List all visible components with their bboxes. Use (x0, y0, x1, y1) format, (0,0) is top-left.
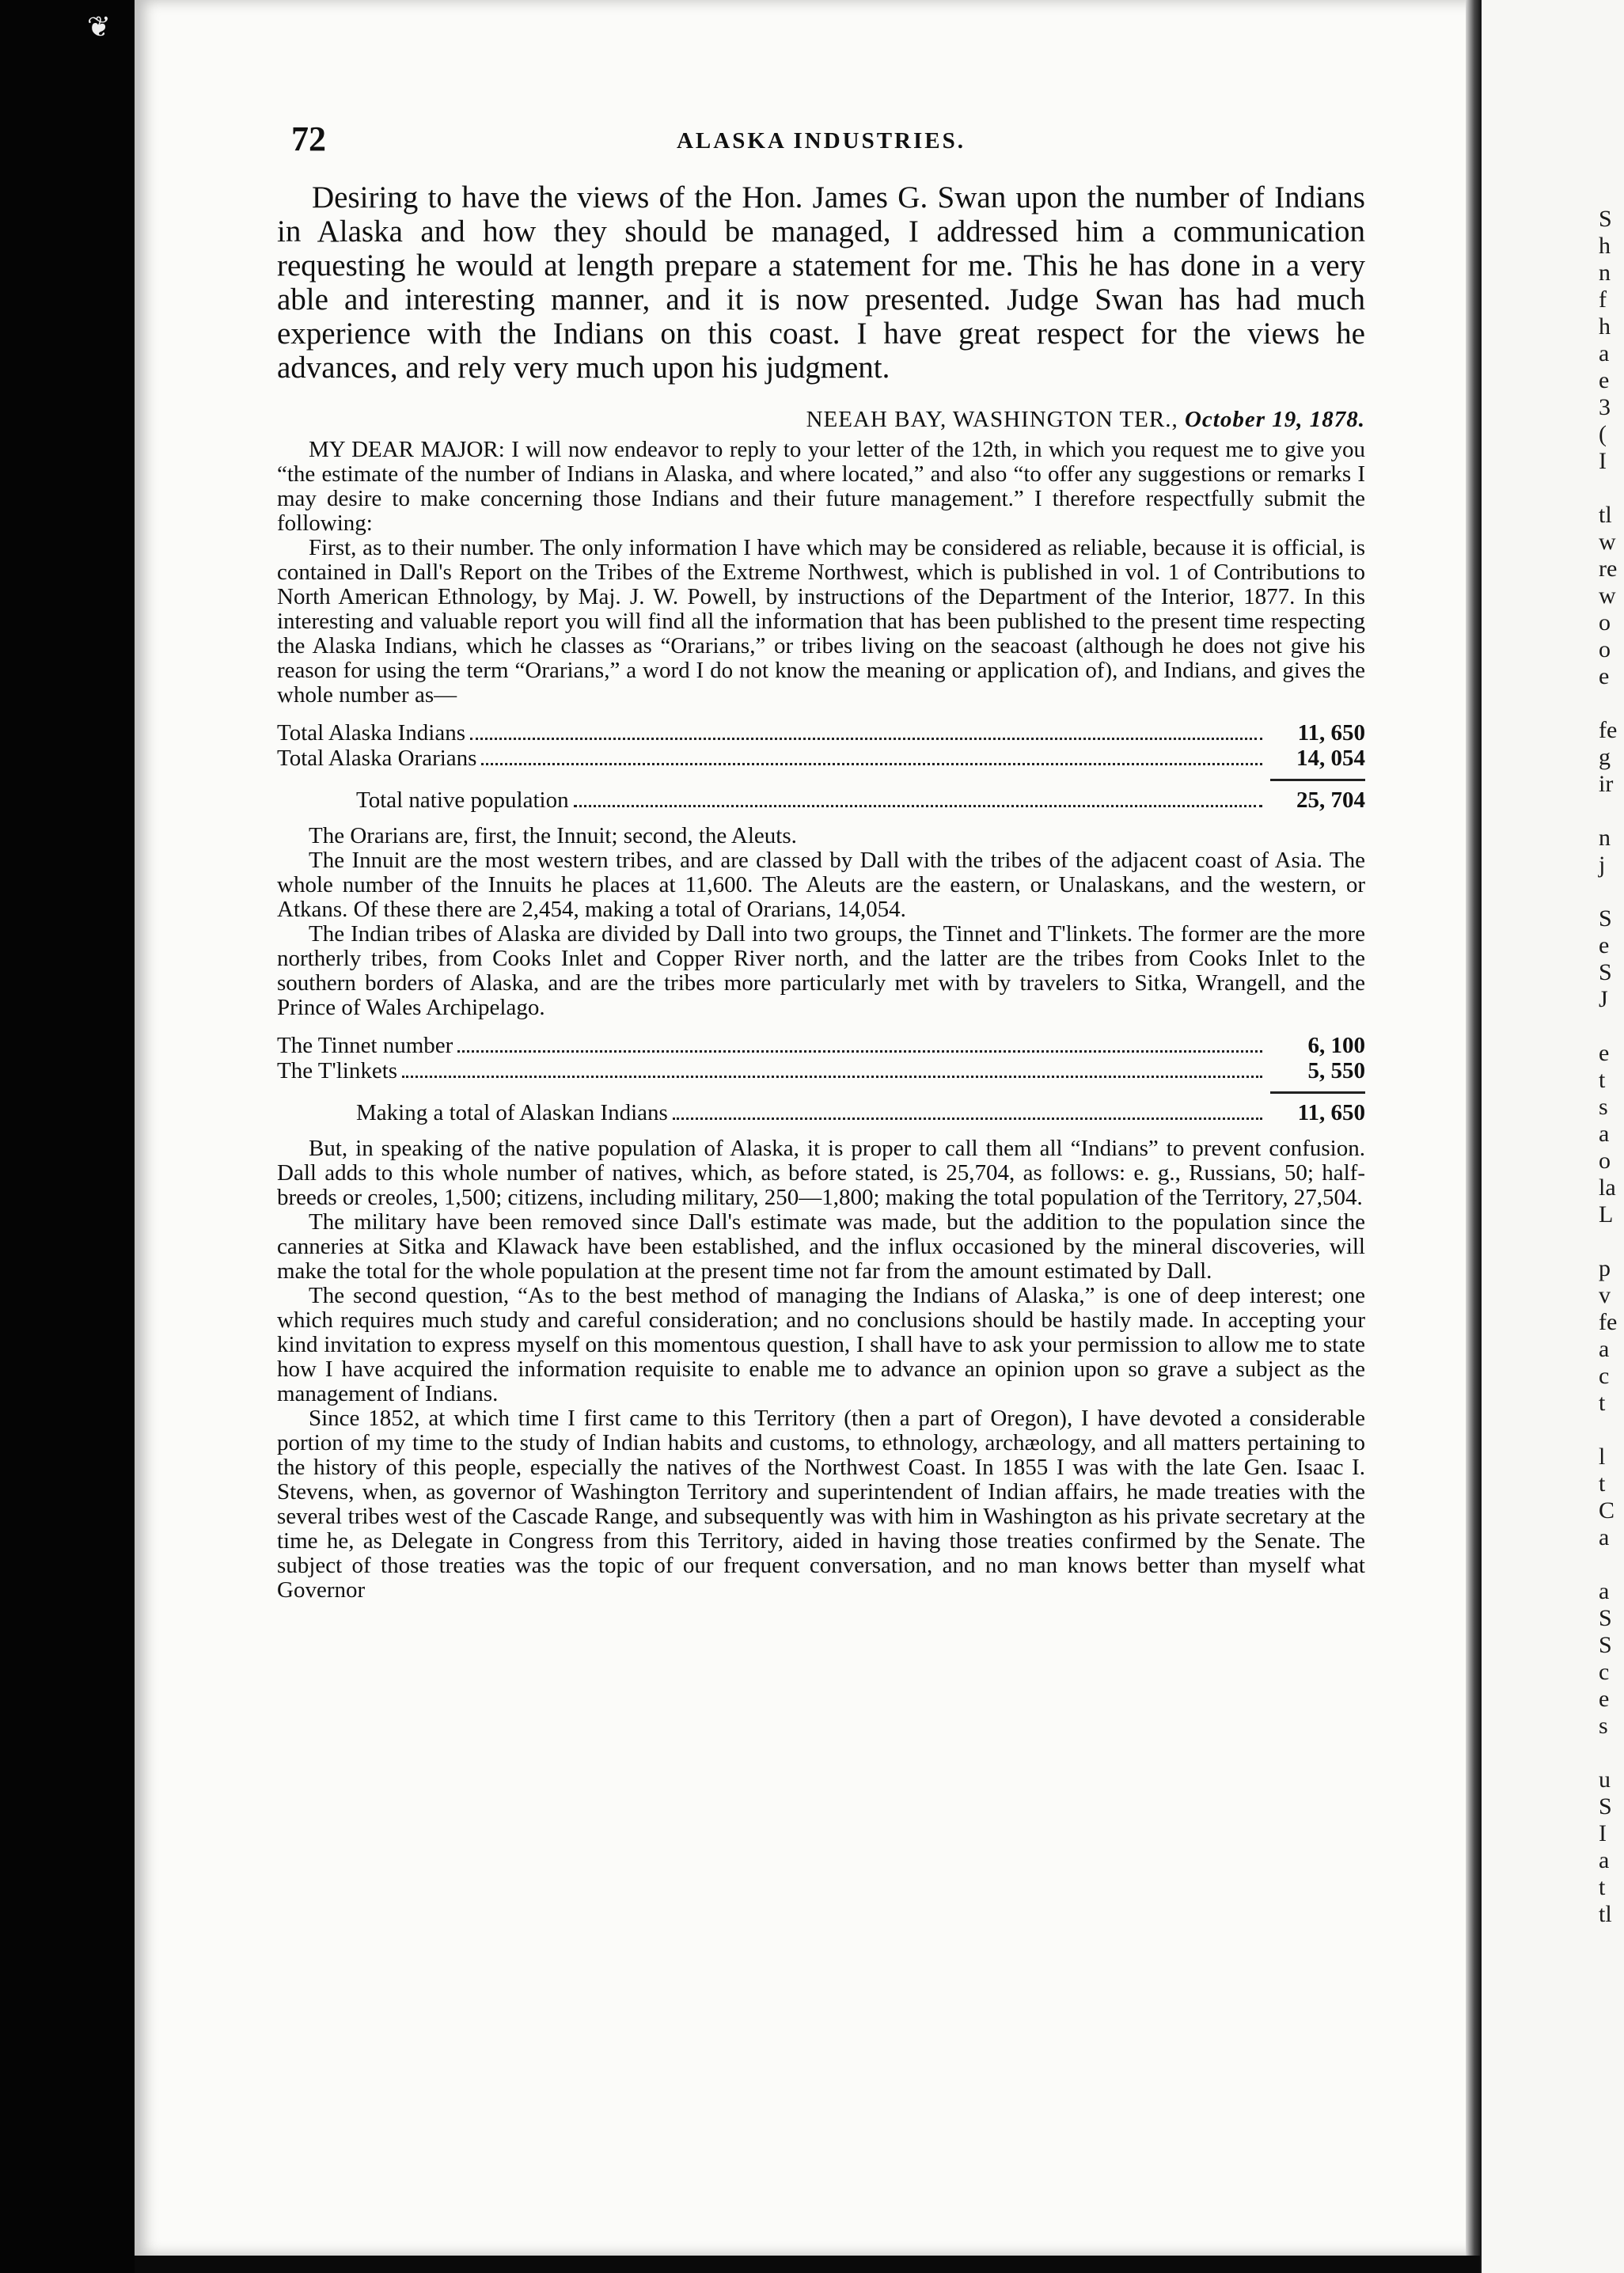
facing-page-fragment: tl (1599, 1901, 1612, 1927)
table-row-label: The T'linkets (277, 1058, 398, 1083)
table-total-value: 25, 704 (1296, 787, 1365, 813)
facing-page-fragment: f (1599, 286, 1607, 313)
facing-page-fragment: w (1599, 529, 1616, 555)
facing-page-fragment: w (1599, 582, 1616, 609)
facing-page-fragment: a (1599, 340, 1610, 366)
scan-margin-left (0, 0, 135, 2273)
facing-page-fragment: fe (1599, 1309, 1618, 1335)
table-row-label: Total Alaska Indians (277, 720, 465, 746)
letter-opening-text: I will now endeavor to reply to your letter of the 12th, in which you request me to give you “the estimate of the number of Indians in Alaska, and where located,” and also “to offer any suggestions or remarks I may desire to make concerning those Indians and their future management.” I therefore respectfully submit the following: (277, 437, 1366, 536)
facing-page-fragment: a (1599, 1847, 1610, 1873)
letter-opening (277, 438, 1365, 536)
facing-page-edge (1482, 0, 1624, 2273)
facing-page-fragment: e (1599, 932, 1610, 958)
facing-page-fragment: e (1599, 663, 1610, 689)
facing-page-fragment: o (1599, 1148, 1611, 1174)
facing-page-fragment: e (1599, 1686, 1610, 1712)
population-table (277, 720, 1365, 813)
intro-paragraph: Desiring to have the views of the Hon. James G. Swan upon the number of Indians in Alaska and how they should be managed, I addressed him a communication requesting he would at length prepare a statement for me. This he has done in a very able and interesting manner, and it is now presented. Judge Swan has had much experience with the Indians on this coast. I have great respect for the views he advances, and rely very much upon his judgment. (277, 180, 1365, 385)
dot-leader (673, 1117, 1262, 1120)
paragraph-number: First, as to their number. The only information I have which may be considered as reliable, because it is official, is contained in Dall's Report on the Tribes of the Extreme Northwest, which is published in vol. 1 of Contributions to North American Ethnology, by Maj. J. W. Powell, by instructions of the Department of the Interior, 1877. In this interesting and valuable report you will find all the information that has been published to the present time respecting the Alaska Indians, which he classes as “Orarians,” or tribes living on the seacoast (although he does not give his reason for using the term “Orarians,” a word I do not know the meaning or application of), and Indians, and gives the whole number as— (277, 535, 1365, 708)
facing-page-fragment: o (1599, 609, 1611, 636)
facing-page-fragment: c (1599, 1659, 1610, 1685)
dot-leader (470, 737, 1262, 740)
facing-page-fragment: c (1599, 1363, 1610, 1389)
facing-page-fragment: ( (1599, 421, 1607, 447)
page-content (277, 111, 1365, 1603)
facing-page-fragment: 3 (1599, 394, 1611, 420)
facing-page-fragment: ir (1599, 771, 1614, 797)
facing-page-fragment: tl (1599, 502, 1612, 528)
dot-leader (402, 1075, 1262, 1078)
paragraph-orarians: The Orarians are, first, the Innuit; second, the Aleuts. (309, 823, 797, 848)
facing-page-fragment: t (1599, 1390, 1606, 1416)
sum-rule (1270, 779, 1365, 781)
facing-page-fragment: a (1599, 1336, 1610, 1362)
facing-page-fragment: S (1599, 905, 1612, 932)
facing-page-fragment: a (1599, 1524, 1610, 1550)
facing-page-fragment: e (1599, 1040, 1610, 1066)
facing-page-fragment: p (1599, 1255, 1611, 1281)
paragraph-innuit: The Innuit are the most western tribes, and are classed by Dall with the tribes of the adjacent coast of Asia. The whole number of the Innuits he places at 11,600. The Aleuts are the eastern, or Unalaskans, and the western, or Atkans. Of these there are 2,454, making a total of Orarians, 14,054. (277, 848, 1365, 922)
letter-date: October 19, 1878. (1184, 407, 1365, 432)
letter-place: NEEAH BAY, WASHINGTON TER., (806, 407, 1178, 432)
table-row-value: 5, 550 (1307, 1058, 1365, 1083)
facing-page-fragment: a (1599, 1578, 1610, 1604)
facing-page-fragment: s (1599, 1094, 1608, 1120)
dot-leader (481, 762, 1262, 765)
paragraph-since-1852: Since 1852, at which time I first came to this Territory (then a part of Oregon), I have devoted a considerable portion of my time to the study of Indian habits and customs, to ethnology, archæology, and all matters pertaining to the history of this people, especially the natives of the Northwest Coast. In 1855 I was with the late Gen. Isaac I. Stevens, when, as governor of Washington Territory and superintendent of Indian affairs, he made treaties with the several tribes west of the Cascade Range, and subsequently was with him in Washington as his private secretary at the time he, as Delegate in Congress from this Territory, aided in having those treaties confirmed by the Senate. The subject of those treaties was the topic of our frequent conversation, and no man knows better than myself what Governor (277, 1406, 1365, 1603)
table-total-row (277, 787, 1365, 813)
facing-page-fragment: h (1599, 313, 1611, 340)
running-title: ALASKA INDUSTRIES. (676, 128, 966, 154)
facing-page-fragment: fe (1599, 717, 1618, 743)
facing-page-fragment: S (1599, 1605, 1612, 1631)
book-gutter (1466, 0, 1482, 2273)
table-total-value: 11, 650 (1297, 1100, 1365, 1125)
table-row (277, 1033, 1365, 1058)
table-row-value: 14, 054 (1296, 746, 1365, 771)
running-head (277, 111, 1365, 166)
facing-page-fragment: S (1599, 206, 1612, 232)
facing-page-fragment: h (1599, 233, 1611, 259)
paragraph-second-question: The second question, “As to the best method of managing the Indians of Alaska,” is one of deep interest; one which requires much study and careful consideration; and no conclusions should be hastily made. In accepting your kind invitation to express myself on this momentous question, I shall have to ask your permission to allow me to state how I have acquired the information requisite to enable me to advance an opinion upon so grave a subject as the management of Indians. (277, 1283, 1365, 1406)
facing-page-fragment: J (1599, 986, 1608, 1012)
table-total-label: Making a total of Alaskan Indians (356, 1100, 668, 1125)
table-row (277, 746, 1365, 771)
table-row-value: 6, 100 (1307, 1033, 1365, 1058)
facing-page-fragment: S (1599, 959, 1612, 985)
facing-page-fragment: L (1599, 1201, 1614, 1228)
facing-page-fragment: n (1599, 260, 1611, 286)
facing-page-fragment: s (1599, 1713, 1608, 1739)
paragraph-speaking: But, in speaking of the native population of Alaska, it is proper to call them all “Indians” to prevent confusion. Dall adds to this whole number of natives, which, as before stated, is 25,704, as follows: e. g., Russians, 50; half-breeds or creoles, 1,500; citizens, including military, 250—1,800; making the total population of the Territory, 27,504. (277, 1136, 1365, 1210)
letter-salutation: MY DEAR MAJOR: (309, 437, 505, 462)
dot-leader (457, 1049, 1262, 1053)
facing-page-fragment: C (1599, 1497, 1615, 1524)
table-row (277, 720, 1365, 746)
facing-page-fragment: la (1599, 1174, 1616, 1201)
facing-page-fragment: n (1599, 825, 1611, 851)
facing-page-fragment: re (1599, 556, 1618, 582)
page-number: 72 (291, 120, 326, 158)
indian-groups-table (277, 1033, 1365, 1125)
facing-page-fragment: j (1599, 852, 1606, 878)
dot-leader (574, 804, 1262, 807)
facing-page-fragment: u (1599, 1766, 1611, 1793)
table-total-row (277, 1100, 1365, 1125)
facing-page-fragment: a (1599, 1121, 1610, 1147)
scan-margin-bottom (135, 2256, 1480, 2273)
table-row (277, 1058, 1365, 1083)
facing-page-fragment: g (1599, 744, 1611, 770)
facing-page-fragment: t (1599, 1874, 1606, 1900)
facing-page-fragment: t (1599, 1470, 1606, 1497)
facing-page-fragment: I (1599, 1820, 1607, 1846)
facing-page-fragment: S (1599, 1632, 1612, 1658)
paragraph-tribes: The Indian tribes of Alaska are divided by Dall into two groups, the Tinnet and T'linkets. The former are the more northerly tribes, from Cooks Inlet and Copper River north, and the latter are the tribes from Cooks Inlet to the southern borders of Alaska, and are the tribes more particularly met with by travelers to Sitka, Wrangell, and the Prince of Wales Archipelago. (277, 921, 1365, 1020)
letter-dateline (277, 407, 1365, 433)
table-total-label: Total native population (356, 787, 569, 813)
table-row-label: Total Alaska Orarians (277, 746, 477, 771)
facing-page-fragment: e (1599, 367, 1610, 393)
facing-page-fragment: o (1599, 636, 1611, 662)
table-row-value: 11, 650 (1297, 720, 1365, 746)
facing-page-fragment: l (1599, 1444, 1606, 1470)
table-row-label: The Tinnet number (277, 1033, 453, 1058)
facing-page-fragment: S (1599, 1793, 1612, 1820)
corner-ornament-icon: ❦ (86, 11, 112, 43)
sum-rule (1270, 1091, 1365, 1094)
facing-page-fragment: v (1599, 1282, 1611, 1308)
facing-page-fragment: t (1599, 1067, 1606, 1093)
facing-page-fragment: I (1599, 448, 1607, 474)
paragraph-military: The military have been removed since Dall's estimate was made, but the addition to the population since the canneries at Sitka and Klawack have been established, and the influx occasioned by the mineral discoveries, will make the total for the whole population at the present time not far from the amount estimated by Dall. (277, 1209, 1365, 1284)
